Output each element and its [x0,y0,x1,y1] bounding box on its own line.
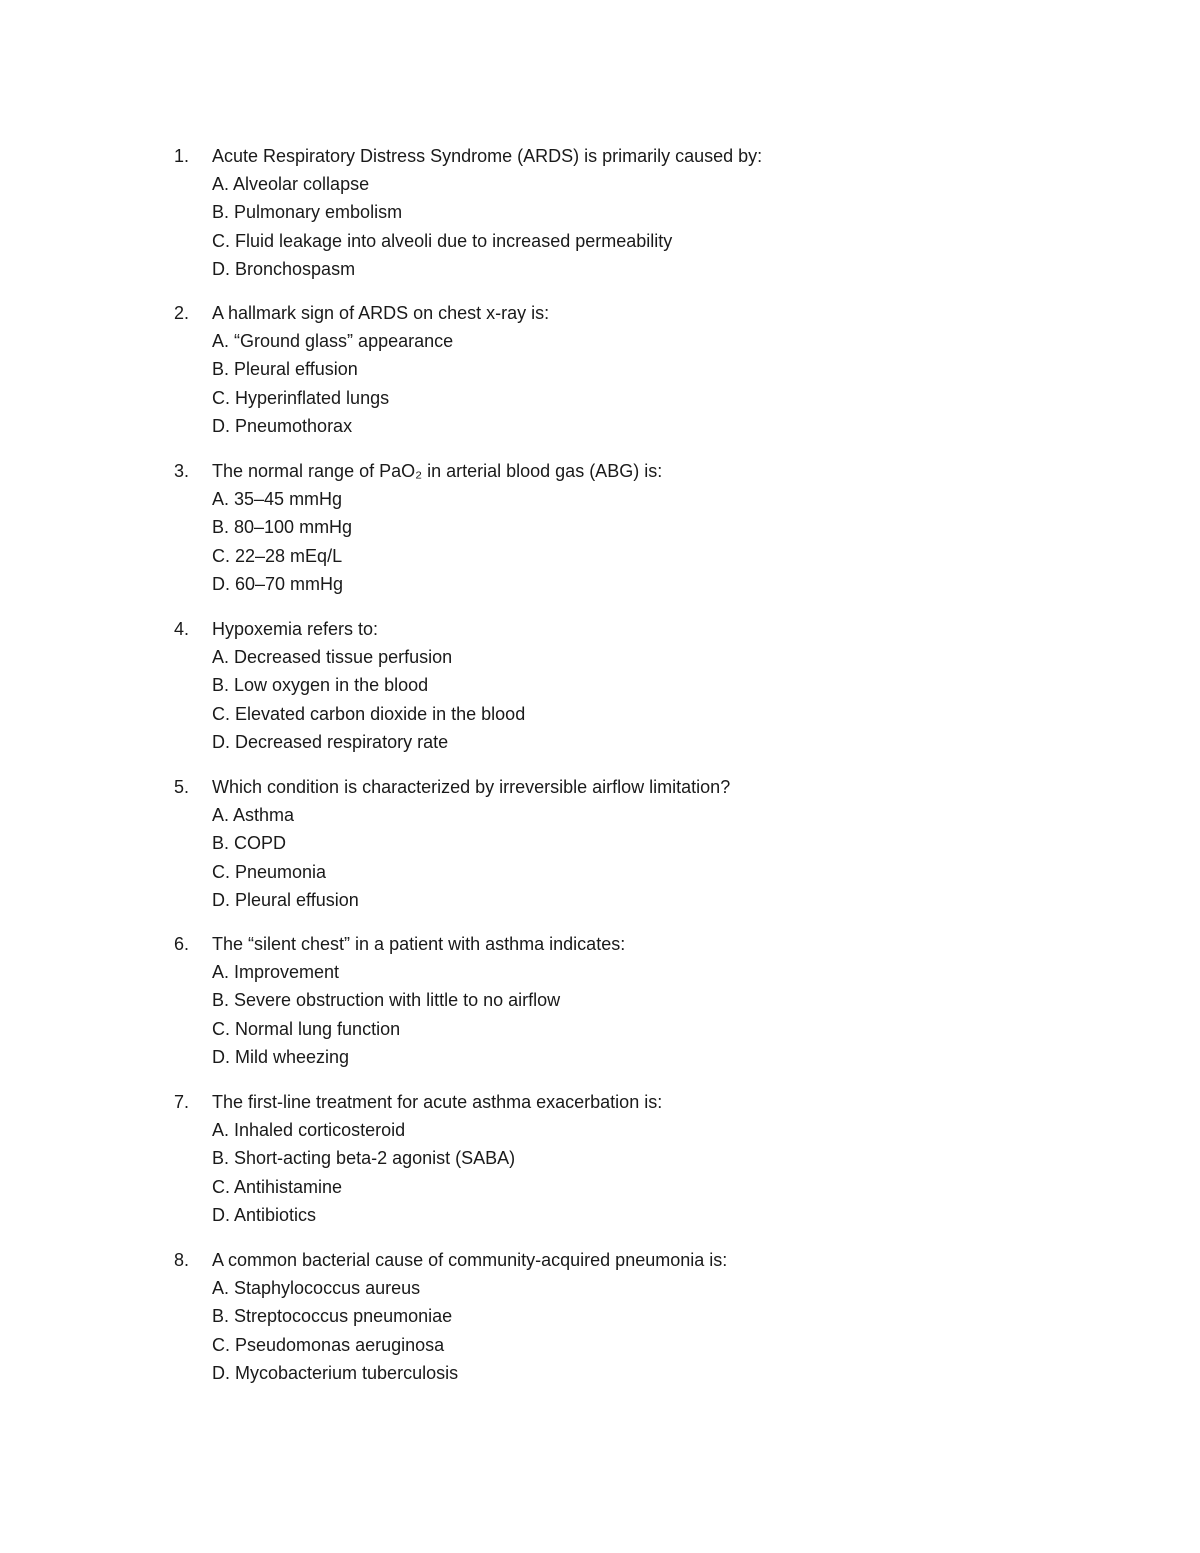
question-7 [0,1088,1100,1230]
question-6 [0,930,1100,1072]
option-d: D. 60–70 mmHg [212,574,344,595]
question-text: Which condition is characterized by irreversible airflow limitation? [212,777,731,797]
option-a: A. 35–45 mmHg [212,489,343,509]
question-stem [0,457,1100,485]
option-d: D. Mycobacterium tuberculosis [212,1363,459,1384]
question-stem [0,1088,1100,1116]
question-number: 1. [174,146,190,166]
option-c: C. 22–28 mEq/L [212,545,343,566]
question-stem [0,615,1100,643]
option-c: C. Fluid leakage into alveoli due to increased permeability [212,230,673,251]
question-text: The “silent chest” in a patient with asthma indicates: [212,934,626,954]
question-number: 4. [174,619,190,639]
option-b: B. Low oxygen in the blood [212,675,429,696]
question-number: 6. [174,934,190,954]
option-a: A. Inhaled corticosteroid [212,1120,406,1140]
option-b: B. Short-acting beta-2 agonist (SABA) [212,1148,516,1169]
option-d: D. Pleural effusion [212,890,359,911]
option-c: C. Normal lung function [212,1018,401,1039]
question-3 [0,457,1100,599]
question-text: A hallmark sign of ARDS on chest x-ray is: [212,303,550,323]
question-number: 7. [174,1092,190,1112]
option-b: B. Streptococcus pneumoniae [212,1306,453,1327]
question-text: Hypoxemia refers to: [212,619,379,639]
question-4 [0,615,1100,757]
option-d: D. Decreased respiratory rate [212,732,449,753]
question-number: 3. [174,461,190,481]
question-1 [0,142,1100,284]
question-text: The normal range of PaO₂ in arterial blood gas (ABG) is: [212,461,663,481]
question-text: A common bacterial cause of community-acquired pneumonia is: [212,1250,728,1270]
option-c: C. Antihistamine [212,1176,343,1197]
option-a: A. Staphylococcus aureus [212,1278,421,1298]
question-number: 2. [174,303,190,323]
option-d: D. Mild wheezing [212,1047,350,1068]
question-number: 8. [174,1250,190,1270]
question-text: The first-line treatment for acute asthma exacerbation is: [212,1092,663,1112]
option-d: D. Antibiotics [212,1205,317,1226]
question-8 [0,1246,1100,1388]
question-stem [0,299,1100,327]
option-a: A. “Ground glass” appearance [212,331,454,351]
option-c: C. Pneumonia [212,861,327,882]
option-d: D. Bronchospasm [212,259,356,280]
option-b: B. Severe obstruction with little to no airflow [212,990,561,1011]
option-c: C. Pseudomonas aeruginosa [212,1334,445,1355]
option-a: A. Asthma [212,805,295,825]
question-stem [0,142,1100,170]
option-c: C. Hyperinflated lungs [212,387,390,408]
option-d: D. Pneumothorax [212,416,353,437]
option-a: A. Improvement [212,962,340,982]
question-text: Acute Respiratory Distress Syndrome (ARDS) is primarily caused by: [212,146,763,166]
option-b: B. COPD [212,833,287,854]
question-stem [0,773,1100,801]
question-5 [0,773,1100,915]
question-stem [0,1246,1100,1274]
option-a: A. Decreased tissue perfusion [212,647,453,667]
question-stem [0,930,1100,958]
option-b: B. Pleural effusion [212,359,358,380]
option-b: B. 80–100 mmHg [212,517,353,538]
question-number: 5. [174,777,190,797]
option-a: A. Alveolar collapse [212,174,370,194]
option-b: B. Pulmonary embolism [212,202,403,223]
question-2 [0,299,1100,441]
option-c: C. Elevated carbon dioxide in the blood [212,703,526,724]
